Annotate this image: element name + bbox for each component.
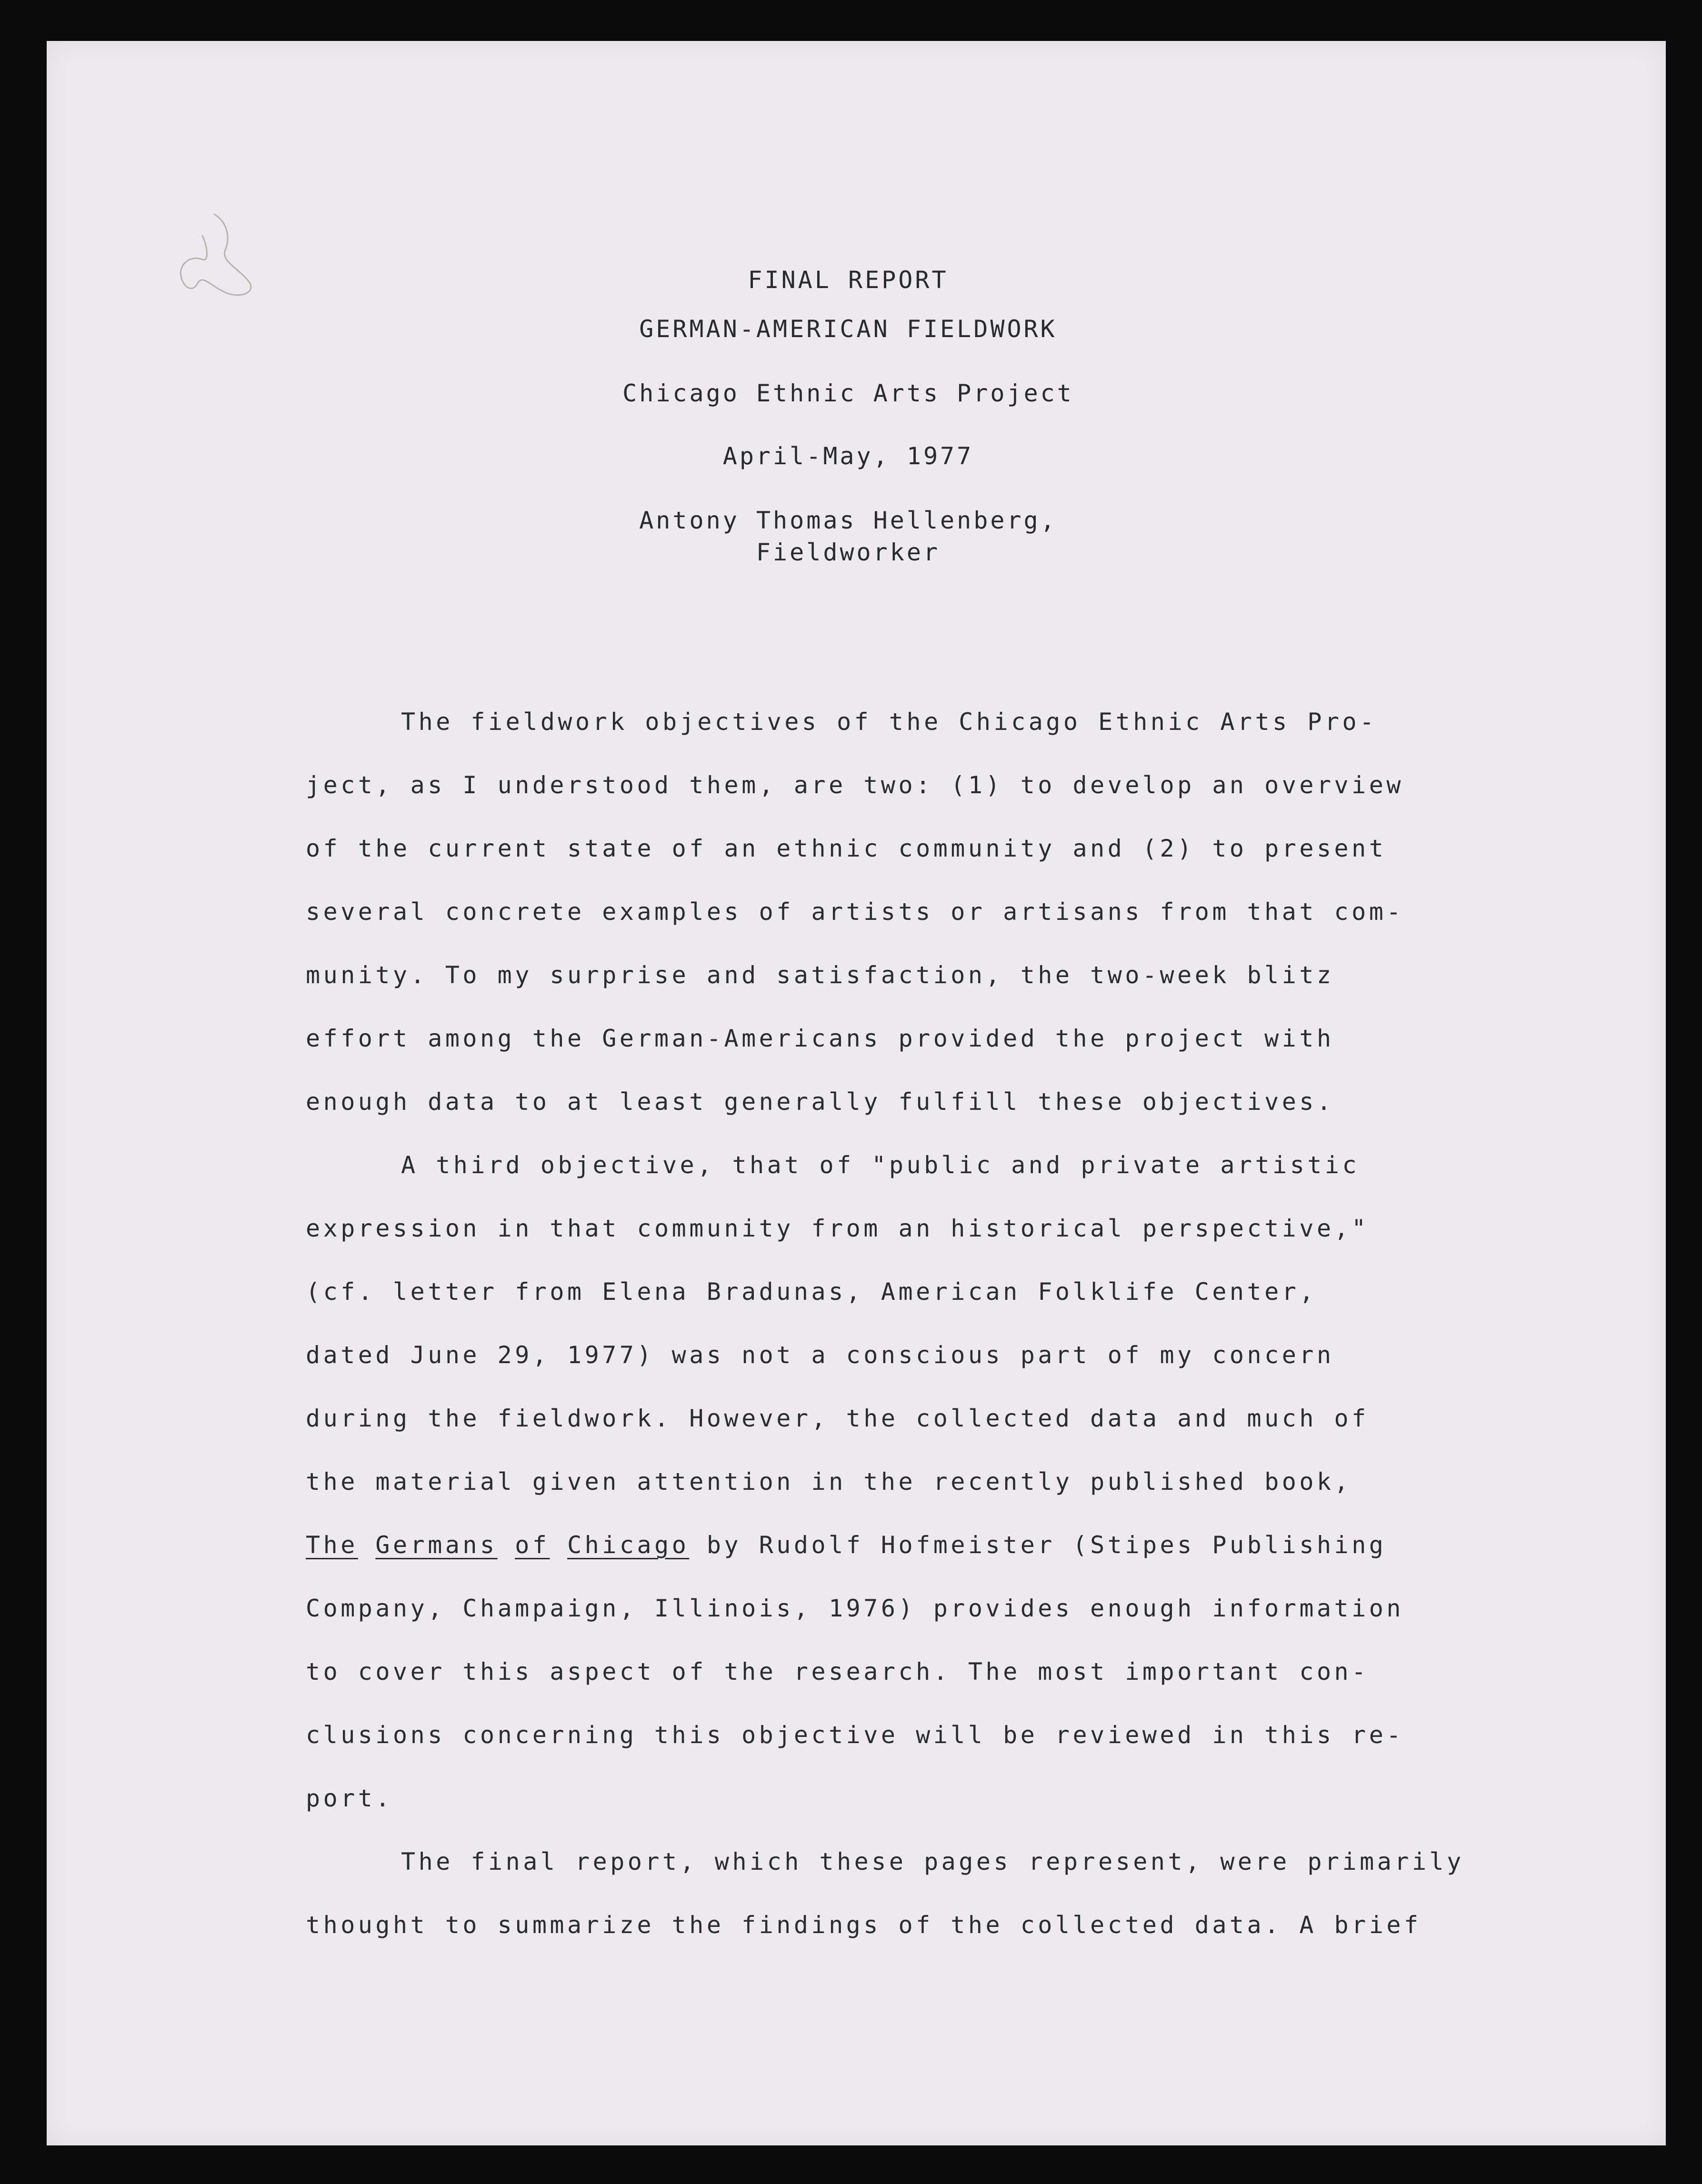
citation-rest: by Rudolf Hofmeister (Stipes Publishing (689, 1531, 1387, 1559)
paragraph-3-line: thought to summarize the findings of the collected data. A brief (306, 1911, 1422, 1939)
paragraph-1-line: munity. To my surprise and satisfaction, the two-week blitz (306, 961, 1334, 989)
paragraph-1-line: effort among the German-Americans provided the project with (306, 1025, 1334, 1052)
paragraph-2-line: during the fieldwork. However, the collected data and much of (306, 1405, 1369, 1432)
report-title: FINAL REPORT (748, 266, 949, 294)
paragraph-3-line: The final report, which these pages represent, were primarily (401, 1848, 1464, 1875)
paragraph-2-line: port. (306, 1785, 393, 1812)
book-title-word: The (306, 1531, 358, 1559)
paragraph-1-line: ject, as I understood them, are two: (1) to develop an overview (306, 771, 1404, 799)
paragraph-2-line: to cover this aspect of the research. The most important con- (306, 1658, 1369, 1685)
report-dates: April-May, 1977 (722, 442, 974, 470)
author-name: Antony Thomas Hellenberg, (639, 507, 1057, 534)
book-title-word: Chicago (567, 1531, 690, 1559)
report-subtitle: GERMAN-AMERICAN FIELDWORK (639, 315, 1057, 343)
book-title-word: Germans (375, 1531, 498, 1559)
paragraph-1-line: enough data to at least generally fulfill these objectives. (306, 1088, 1334, 1116)
report-body (306, 690, 1563, 1957)
paragraph-2-line: clusions concerning this objective will be reviewed in this re- (306, 1721, 1404, 1749)
paragraph-2-line: expression in that community from an historical perspective," (306, 1215, 1369, 1242)
paragraph-1-line: several concrete examples of artists or artisans from that com- (306, 898, 1404, 926)
paragraph-1-line: of the current state of an ethnic community and (2) to present (306, 835, 1387, 862)
paragraph-2-line-book-citation (306, 1514, 1563, 1577)
paragraph-2-line: A third objective, that of "public and private artistic (401, 1151, 1360, 1179)
author-role: Fieldworker (756, 539, 941, 566)
paragraph-1-line: The fieldwork objectives of the Chicago Ethnic Arts Pro- (401, 708, 1377, 736)
project-name: Chicago Ethnic Arts Project (622, 379, 1074, 407)
paragraph-2-line: (cf. letter from Elena Bradunas, American Folklife Center, (306, 1278, 1317, 1306)
paragraph-2-line: Company, Champaign, Illinois, 1976) provides enough information (306, 1595, 1404, 1622)
paragraph-2-line: dated June 29, 1977) was not a conscious part of my concern (306, 1341, 1334, 1369)
paragraph-2-line: the material given attention in the recently published book, (306, 1468, 1352, 1496)
book-title-word: of (515, 1531, 550, 1559)
